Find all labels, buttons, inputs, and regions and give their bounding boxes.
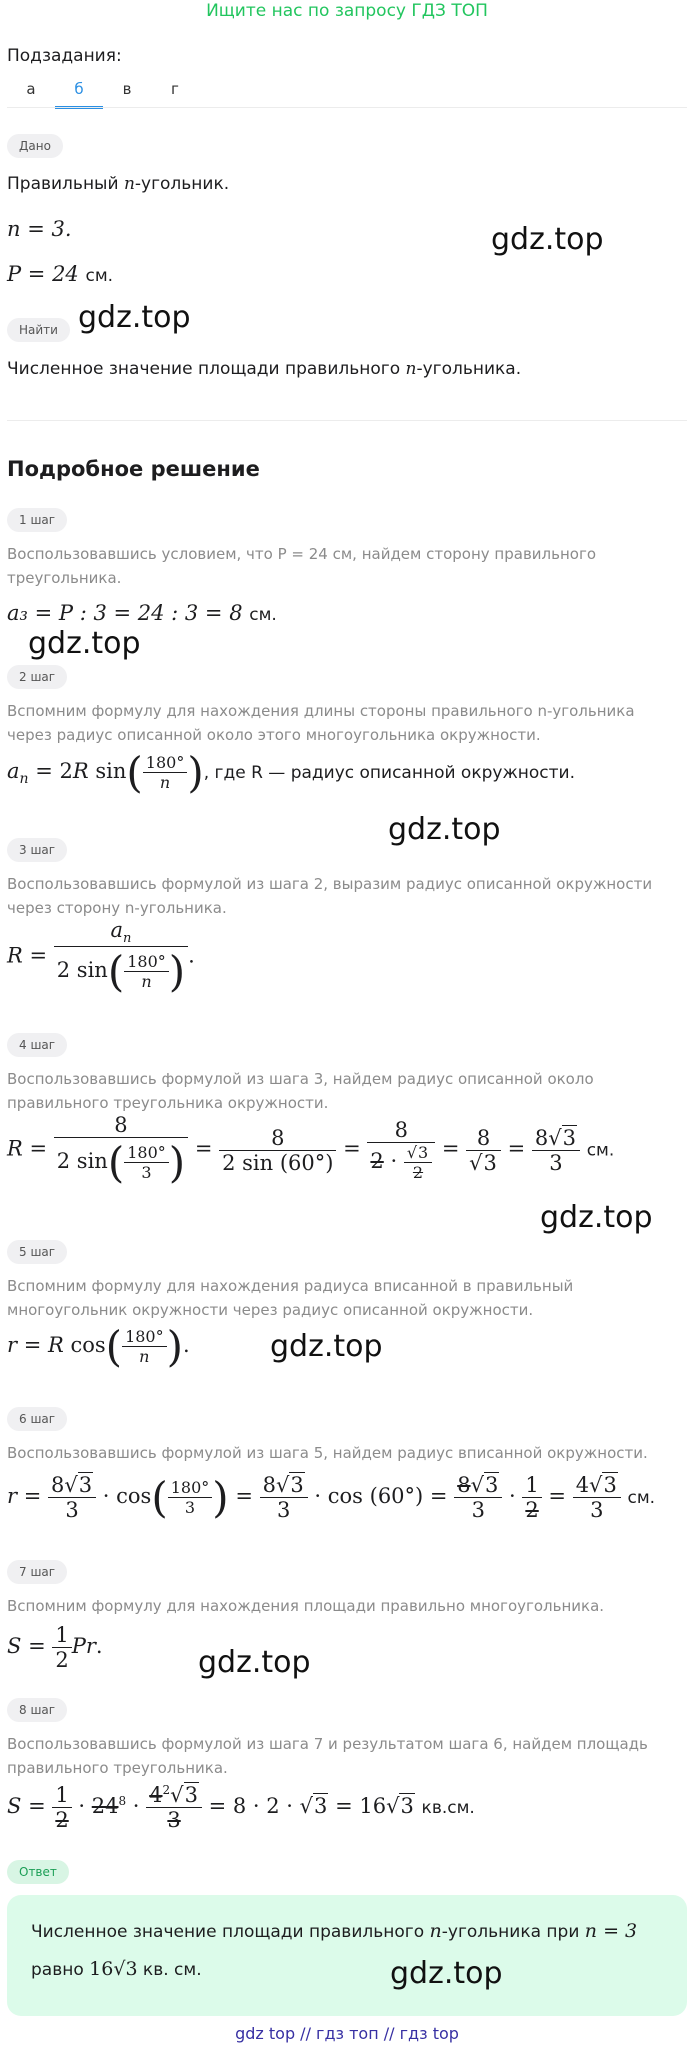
step-3-formula: R = $a_n$ 2 sin( $\frac{180^\circ}{n}$ ) . bbox=[7, 918, 195, 997]
given-perimeter: P = 24 см. bbox=[7, 262, 114, 286]
tab-a[interactable]: а bbox=[26, 80, 36, 98]
step-7-chip: 7 шаг bbox=[7, 1560, 67, 1584]
step-4-chip: 4 шаг bbox=[7, 1033, 67, 1057]
find-chip: Найти bbox=[7, 318, 70, 342]
step-3-chip: 3 шаг bbox=[7, 838, 67, 862]
step-7-text: Вспомним формулу для нахождения площади правильно многоугольника. bbox=[7, 1597, 605, 1615]
step-2-formula: $a_n = 2R$ sin( $\frac{180^\circ}{n}$ ), где R — радиус описанной окружности. bbox=[7, 748, 575, 797]
step-2-text: Вспомним формулу для нахождения длины стороны правильного n-угольника через радиус описанной около этого многоугольника окружности. bbox=[7, 702, 635, 744]
solution-title: Подробное решение bbox=[7, 457, 260, 481]
step-6-formula: r = $\frac{8√3}{3}$ · cos( $\frac{180^\circ}{3}$ ) = $\frac{8√3}{3}$ · cos (60°) = $\frac{8√3}{3}$ · $\frac{1}{2}$ = $\frac{4√3}{3}$ см. bbox=[7, 1473, 656, 1522]
step-4-formula: R = 8 2 sin( $\frac{180^\circ}{3}$ ) = $\frac{8}{2 \sin (60^\circ)}$ = 8 2 · $\frac{√3}{2}$ = $\frac{8}{√3}$ = $\frac{8√3}{3}$ см. bbox=[7, 1113, 615, 1187]
answer-line-2: равно 16√3 кв. см. bbox=[31, 1958, 202, 1980]
step-3-text: Воспользовавшись формулой из шага 2, выразим радиус описанной окружности через сторону n-угольника. bbox=[7, 875, 653, 917]
given-n: n = 3. bbox=[7, 217, 72, 241]
find-text: Численное значение площади правильного n-угольника. bbox=[7, 359, 522, 379]
answer-line-1: Численное значение площади правильного n-угольника при n = 3 bbox=[31, 1920, 638, 1942]
step-1-chip: 1 шаг bbox=[7, 508, 67, 532]
step-2-chip: 2 шаг bbox=[7, 665, 67, 689]
watermark: gdz.top bbox=[78, 300, 191, 335]
step-8-text: Воспользовавшись формулой из шага 7 и результатом шага 6, найдем площадь правильного треугольника. bbox=[7, 1735, 648, 1777]
step-7-formula: S = $\frac{1}{2}$ Pr. bbox=[7, 1623, 103, 1672]
answer-chip: Ответ bbox=[7, 1860, 69, 1884]
tab-v[interactable]: в bbox=[122, 80, 132, 98]
step-5-text: Вспомним формулу для нахождения радиуса вписанной в правильный многоугольник окружности через радиус описанной окружности. bbox=[7, 1277, 574, 1319]
given-polygon: Правильный n-угольник. bbox=[7, 174, 230, 194]
tabs-divider bbox=[7, 107, 687, 108]
watermark: gdz.top bbox=[390, 1956, 503, 1991]
step-1-formula: a₃ = P : 3 = 24 : 3 = 8 см. bbox=[7, 601, 277, 625]
step-5-formula: r = R cos( $\frac{180^\circ}{n}$ ). bbox=[7, 1322, 190, 1371]
watermark: gdz.top bbox=[388, 812, 501, 847]
watermark: gdz.top bbox=[540, 1200, 653, 1235]
given-divider bbox=[7, 420, 687, 421]
footer-links[interactable]: gdz top // гдз топ // гдз top bbox=[235, 2024, 459, 2043]
watermark: gdz.top bbox=[491, 222, 604, 257]
step-4-text: Воспользовавшись формулой из шага 3, найдем радиус описанной около правильного треугольника окружности. bbox=[7, 1070, 594, 1112]
step-6-text: Воспользовавшись формулой из шага 5, найдем радиус вписанной окружности. bbox=[7, 1444, 648, 1462]
step-8-chip: 8 шаг bbox=[7, 1698, 67, 1722]
tab-b[interactable]: б bbox=[55, 78, 103, 109]
subtasks-label: Подзадания: bbox=[7, 46, 122, 66]
answer-box bbox=[7, 1895, 687, 2016]
watermark: gdz.top bbox=[198, 1645, 311, 1680]
given-chip: Дано bbox=[7, 134, 63, 158]
step-6-chip: 6 шаг bbox=[7, 1407, 67, 1431]
watermark: gdz.top bbox=[28, 626, 141, 661]
tab-g[interactable]: г bbox=[171, 80, 179, 98]
step-8-formula: S = $\frac{1}{2}$ · $24^8$ · $\frac{4^2√3}{3}$ = 8 · 2 · √3 = 16√3 кв.см. bbox=[7, 1783, 475, 1832]
subtask-tabs bbox=[7, 78, 199, 109]
step-5-chip: 5 шаг bbox=[7, 1240, 67, 1264]
watermark: gdz.top bbox=[270, 1329, 383, 1364]
step-1-text: Воспользовавшись условием, что P = 24 см, найдем сторону правильного треугольника. bbox=[7, 545, 597, 587]
search-banner: Ищите нас по запросу ГДЗ ТОП bbox=[206, 1, 488, 21]
